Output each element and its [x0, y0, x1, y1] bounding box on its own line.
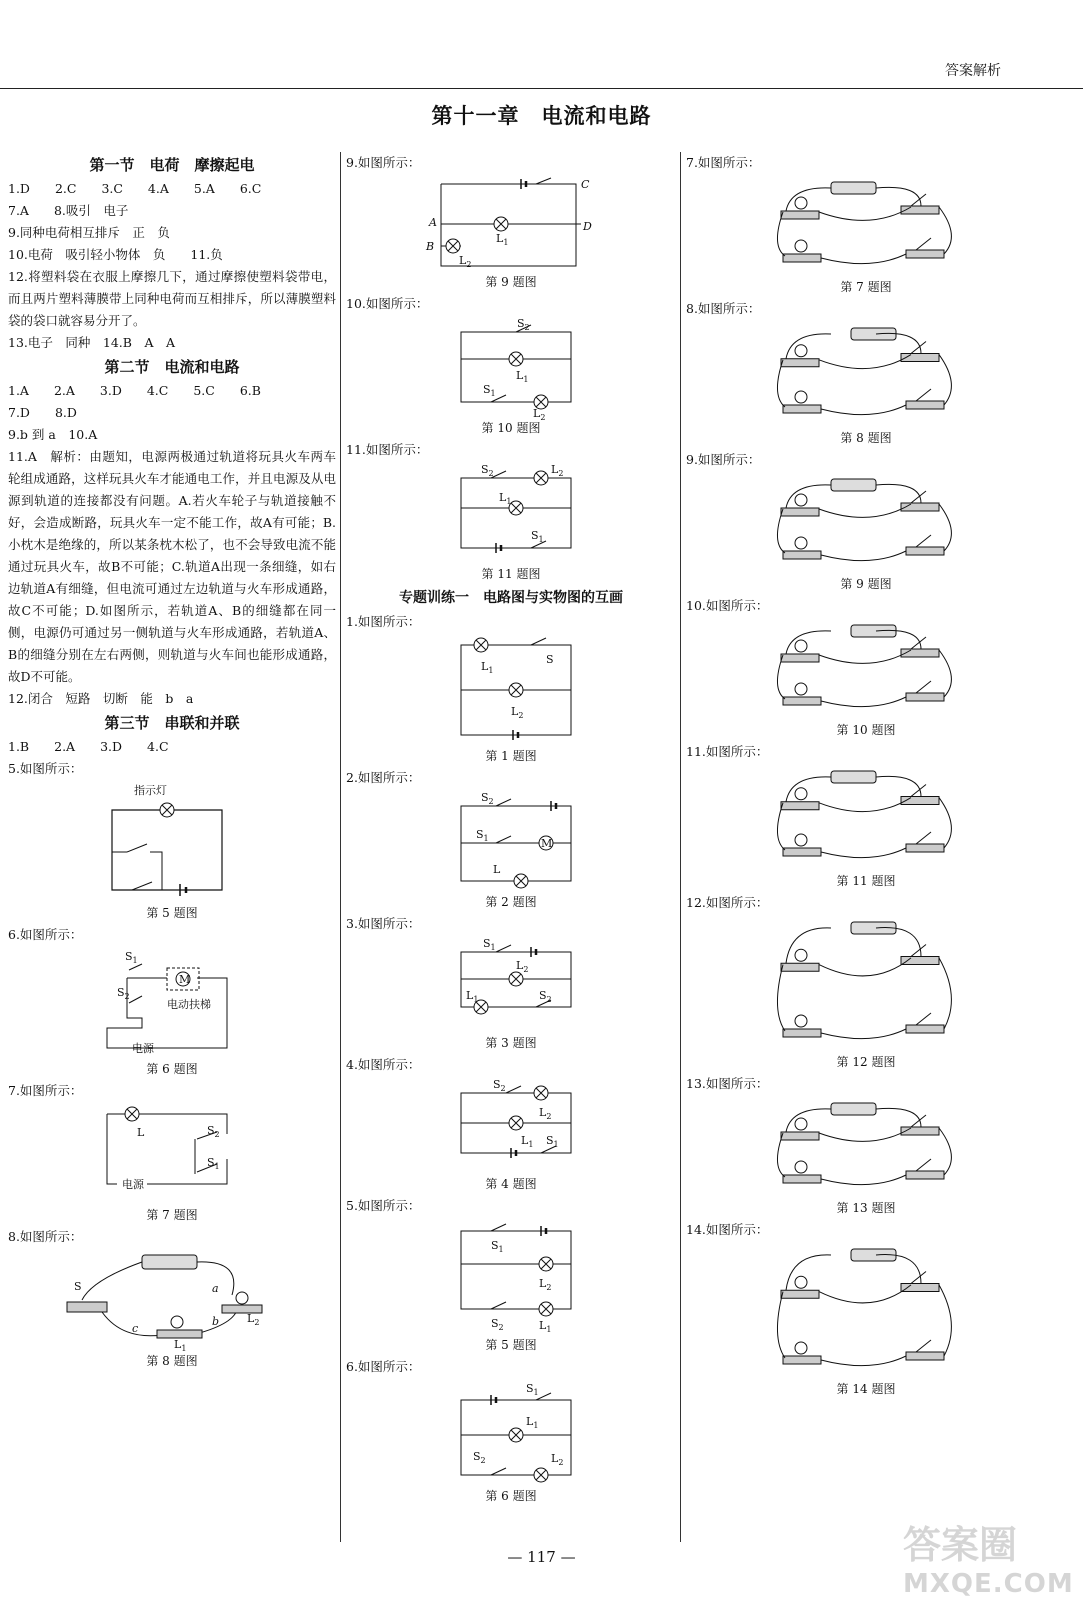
answer-line: 1.B 2.A 3.D 4.C [8, 739, 169, 754]
svg-text:S2: $S_2$ [481, 791, 494, 806]
chapter-title: 第十一章 电流和电路 [431, 104, 652, 128]
column-2 [346, 152, 676, 1507]
physical-circuit-figure [771, 619, 961, 719]
question-label: 6.如图所示： [346, 1359, 421, 1374]
physical-circuit-figure [771, 765, 961, 870]
question-label: 2.如图所示： [346, 770, 421, 785]
circuit-diagram-p1 [421, 635, 601, 745]
figure-caption: 第 1 题图 [485, 749, 537, 763]
svg-text:L1: $L_1$ [481, 660, 494, 675]
svg-text:L1: $L_1$ [499, 491, 512, 506]
question-label: 11.如图所示： [346, 442, 429, 457]
answer-line: 1.A 2.A 3.D 4.C 5.C 6.B [8, 383, 261, 398]
svg-text:S2: $S_2$ [207, 1124, 220, 1139]
figure-caption: 第 8 题图 [146, 1354, 198, 1368]
svg-text:L2: $L_2$ [551, 1452, 564, 1467]
svg-text:b: b [212, 1315, 220, 1328]
physical-circuit-figure [771, 1243, 961, 1378]
svg-text:S1: $S_1$ [491, 1239, 504, 1254]
svg-text:S2: $S_2$ [539, 989, 552, 1004]
question-label: 5.如图所示： [346, 1198, 421, 1213]
svg-text:电源: 电源 [122, 1178, 144, 1191]
column-divider-1 [340, 152, 341, 1542]
svg-text:c: c [132, 1322, 139, 1335]
answer-line: 13.电子 同种 14.B A A [8, 335, 175, 350]
svg-text:S1: $S_1$ [483, 937, 496, 952]
svg-text:L: L [493, 863, 501, 876]
column-1 [8, 152, 336, 1372]
question-label: 7.如图所示： [686, 155, 761, 170]
svg-text:S2: $S_2$ [517, 317, 530, 332]
figure-caption: 第 6 题图 [485, 1489, 537, 1503]
figure-caption: 第 2 题图 [485, 895, 537, 909]
figure-caption: 第 5 题图 [146, 906, 198, 920]
svg-text:M: M [541, 837, 553, 850]
motor-label: 电动扶梯 [167, 998, 211, 1011]
figure-caption: 第 10 题图 [481, 421, 541, 435]
svg-text:L2: $L_2$ [539, 1106, 552, 1121]
svg-text:S1: $S_1$ [476, 828, 489, 843]
answer-line: 9.同种电荷相互排斥 正 负 [8, 225, 170, 240]
svg-text:S1: $S_1$ [125, 950, 138, 965]
physical-circuit-figure [771, 916, 961, 1051]
figure-caption: 第 11 题图 [836, 874, 896, 888]
svg-text:L1: $L_1$ [539, 1319, 552, 1334]
svg-text:L1: $L_1$ [526, 1415, 539, 1430]
answer-line: 7.D 8.D [8, 405, 77, 420]
question-label: 12.如图所示： [686, 895, 769, 910]
svg-text:a: a [212, 1282, 219, 1295]
physical-circuit-figure [771, 322, 961, 427]
physical-circuit-q8 [62, 1250, 282, 1353]
answer-paragraph: 11.A 解析：由题知，电源两极通过轨道将玩具火车两车轮组成通路，这样玩具火车才能通电工作，并且电源及从电源到轨道的连接都没有问题。A.若火车轮子与轨道接触不好，会造成断路，玩具火车一定不能工作，故A有可能；B.小枕木是绝缘的，所以某条枕木松了，也不会导致电流不能通过玩具火车，故B不可能；C.轨道A出现一条细缝，如右边轨道A有细缝，但电流可通过左边轨道与火车形成通路，故C不可能；D.如图所示，若轨道A、B的细缝都在同一侧，电源仍可通过另一侧轨道与火车形成通路，若轨道A、B的细缝分别在左右两侧，则轨道与火车间也能形成通路，故D不可能。 [8, 449, 336, 684]
circuit-diagram-q10 [421, 317, 601, 422]
column-3 [686, 152, 1046, 1400]
svg-text:S1: $S_1$ [483, 383, 496, 398]
question-label: 1.如图所示： [346, 614, 421, 629]
answer-line: 1.D 2.C 3.C 4.A 5.A 6.C [8, 181, 262, 196]
svg-text:L2: $L_2$ [459, 254, 472, 269]
svg-text:L1: $L_1$ [496, 232, 509, 247]
question-label: 11.如图所示： [686, 744, 769, 759]
circuit-diagram-q7 [87, 1104, 257, 1204]
svg-text:C: C [581, 178, 590, 191]
svg-text:S2: $S_2$ [117, 986, 130, 1001]
question-label: 3.如图所示： [346, 916, 421, 931]
section-title: 第三节 串联和并联 [104, 714, 240, 732]
svg-text:S: S [546, 653, 554, 666]
circuit-diagram-p3 [421, 937, 601, 1032]
header-rule [0, 88, 1083, 89]
svg-text:S1: $S_1$ [207, 1156, 220, 1171]
question-label: 4.如图所示： [346, 1057, 421, 1072]
circuit-diagram-p4 [421, 1078, 601, 1173]
svg-text:S2: $S_2$ [481, 463, 494, 478]
svg-text:A: A [429, 216, 437, 229]
section-title: 第一节 电荷 摩擦起电 [89, 156, 255, 174]
circuit-diagram-q6 [87, 948, 257, 1058]
figure-caption: 第 3 题图 [485, 1036, 537, 1050]
question-label: 10.如图所示： [686, 598, 769, 613]
figure-caption: 第 8 题图 [840, 431, 892, 445]
svg-text:L2: $L_2$ [516, 959, 529, 974]
svg-text:L1: $L_1$ [516, 369, 529, 384]
svg-text:L2: $L_2$ [533, 407, 546, 422]
circuit-diagram-p5 [421, 1219, 601, 1334]
svg-text:S2: $S_2$ [493, 1078, 506, 1093]
circuit-diagram-q9 [421, 176, 601, 271]
figure-caption: 第 10 题图 [836, 723, 896, 737]
svg-text:L: L [137, 1126, 145, 1139]
figure-caption: 第 5 题图 [485, 1338, 537, 1352]
svg-text:S: S [74, 1280, 82, 1293]
figure-caption: 第 9 题图 [485, 275, 537, 289]
question-label: 9.如图所示： [686, 452, 761, 467]
svg-text:S2: $S_2$ [473, 1450, 486, 1465]
header-tag: 答案解析 [945, 63, 1001, 79]
figure-caption: 第 12 题图 [836, 1055, 896, 1069]
figure-caption: 第 14 题图 [836, 1382, 896, 1396]
question-label: 8.如图所示： [686, 301, 761, 316]
circuit-diagram-p2 [421, 791, 601, 891]
question-label: 9.如图所示： [346, 155, 421, 170]
physical-circuit-figure [771, 176, 961, 276]
svg-text:L1: $L_1$ [174, 1338, 187, 1353]
answer-paragraph: 12.将塑料袋在衣服上摩擦几下，通过摩擦使塑料袋带电，而且两片塑料薄膜带上同种电荷而互相排斥，所以薄膜塑料袋的袋口就容易分开了。 [8, 269, 336, 328]
figure-caption: 第 7 题图 [146, 1208, 198, 1222]
lamp-label: 指示灯 [134, 784, 167, 797]
figure-caption: 第 11 题图 [481, 567, 541, 581]
svg-text:B: B [426, 240, 435, 253]
svg-text:L1: $L_1$ [466, 989, 479, 1004]
page-number: — 117 — [507, 1548, 576, 1566]
svg-text:D: D [583, 220, 592, 233]
question-label: 13.如图所示： [686, 1076, 769, 1091]
figure-caption: 第 6 题图 [146, 1062, 198, 1076]
answer-line: 5.如图所示： [8, 761, 83, 776]
figure-caption: 第 7 题图 [840, 280, 892, 294]
figure-caption: 第 13 题图 [836, 1201, 896, 1215]
svg-text:电源: 电源 [132, 1042, 154, 1055]
physical-circuit-figure [771, 473, 961, 573]
svg-text:S1: $S_1$ [531, 529, 544, 544]
question-label: 14.如图所示： [686, 1222, 769, 1237]
question-label: 10.如图所示： [346, 296, 429, 311]
figure-caption: 第 4 题图 [485, 1177, 537, 1191]
circuit-diagram-q11 [421, 463, 601, 563]
svg-text:L1: $L_1$ [521, 1134, 534, 1149]
answer-line: 9.b 到 a 10.A [8, 427, 98, 442]
answer-line: 7.A 8.吸引 电子 [8, 203, 129, 218]
svg-text:L2: $L_2$ [551, 463, 564, 478]
figure-caption: 第 9 题图 [840, 577, 892, 591]
svg-text:L2: $L_2$ [247, 1312, 260, 1327]
svg-text:M: M [179, 973, 191, 986]
svg-text:S1: $S_1$ [546, 1134, 559, 1149]
circuit-diagram-p6 [421, 1380, 601, 1485]
svg-text:L2: $L_2$ [539, 1277, 552, 1292]
circuit-diagram-q5 [92, 782, 252, 902]
watermark-logo: 答案圈 MXQE.COM [903, 1523, 1074, 1599]
question-label: 8.如图所示： [8, 1229, 83, 1244]
column-divider-2 [680, 152, 681, 1542]
answer-line: 12.闭合 短路 切断 能 b a [8, 691, 194, 706]
svg-text:L2: $L_2$ [511, 705, 524, 720]
section-title: 专题训练一 电路图与实物图的互画 [399, 590, 623, 606]
answer-line: 10.电荷 吸引轻小物体 负 11.负 [8, 247, 223, 262]
svg-text:S2: $S_2$ [491, 1317, 504, 1332]
svg-text:S1: $S_1$ [526, 1382, 539, 1397]
question-label: 7.如图所示： [8, 1083, 83, 1098]
question-label: 6.如图所示： [8, 927, 83, 942]
physical-circuit-figure [771, 1097, 961, 1197]
section-title: 第二节 电流和电路 [104, 358, 240, 376]
